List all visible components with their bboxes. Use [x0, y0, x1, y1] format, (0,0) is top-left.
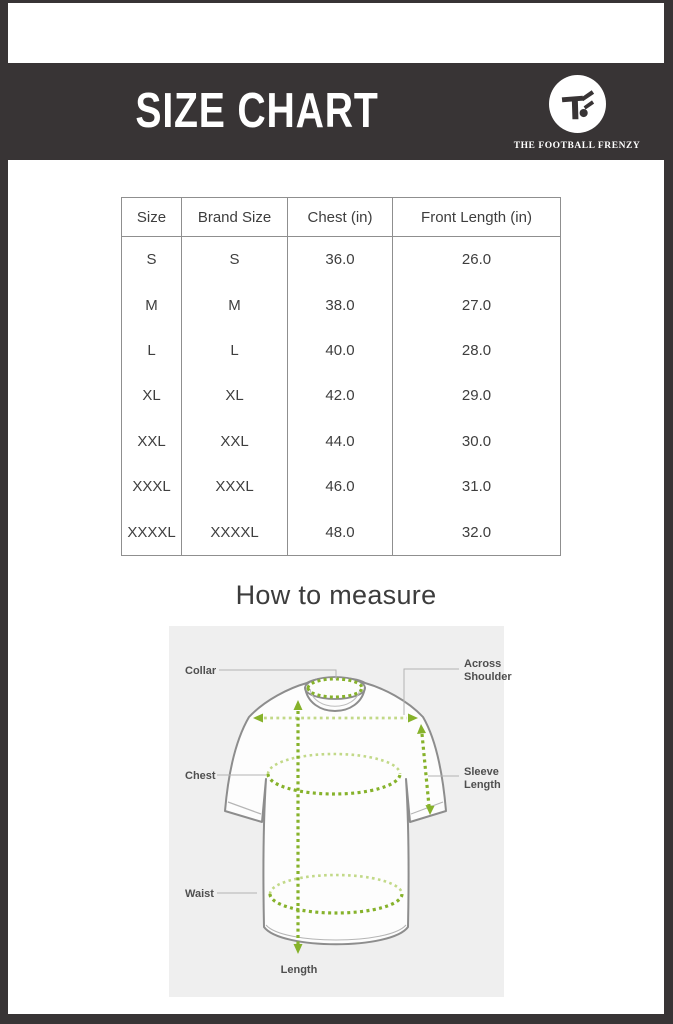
measure-diagram-panel — [169, 626, 512, 997]
cell-chest: 38.0 — [288, 282, 393, 327]
cell-brand-size: XL — [182, 373, 288, 418]
tshirt-measure-diagram-icon — [169, 626, 512, 997]
column-header-size: Size — [122, 198, 182, 237]
page-title: SIZE CHART — [135, 83, 379, 138]
cell-size: XXL — [137, 432, 166, 450]
cell-front-length: 28.0 — [393, 328, 561, 373]
cell-chest: 44.0 — [288, 419, 393, 464]
football-frenzy-monogram-icon — [549, 75, 606, 133]
sleeve-length-label-line1: Sleeve — [463, 765, 499, 778]
table-row — [122, 328, 561, 373]
cell-brand-size: XXXL — [182, 464, 288, 509]
cell-size: S — [146, 251, 157, 269]
cell-size: L — [147, 341, 156, 359]
cell-front-length: 26.0 — [393, 237, 561, 283]
cell-chest: 42.0 — [288, 373, 393, 418]
brand-name: THE FOOTBALL FRENZY — [513, 141, 641, 151]
table-row — [122, 282, 561, 327]
brand-logo — [513, 75, 641, 151]
cell-size: XXXXL — [127, 523, 176, 541]
cell-brand-size: M — [182, 282, 288, 327]
across-shoulder-label-line1: Across — [463, 657, 501, 670]
cell-size: XL — [142, 387, 161, 405]
column-header-front-length: Front Length (in) — [393, 198, 561, 237]
header-band — [8, 63, 664, 160]
length-label: Length — [280, 963, 317, 976]
cell-front-length: 27.0 — [393, 282, 561, 327]
top-white-strip — [8, 3, 664, 63]
column-header-brand-size: Brand Size — [182, 198, 288, 237]
sleeve-length-label-line2: Length — [463, 778, 501, 791]
cell-front-length: 30.0 — [393, 419, 561, 464]
table-row — [122, 509, 561, 555]
chest-label: Chest — [184, 769, 216, 782]
cell-chest: 46.0 — [288, 464, 393, 509]
cell-brand-size: L — [182, 328, 288, 373]
table-header-row — [122, 198, 561, 237]
cell-front-length: 31.0 — [393, 464, 561, 509]
cell-front-length: 32.0 — [393, 509, 561, 555]
cell-chest: 36.0 — [288, 237, 393, 283]
cell-chest: 40.0 — [288, 328, 393, 373]
main-content — [8, 197, 664, 997]
across-shoulder-label-line2: Shoulder — [463, 670, 512, 683]
table-row — [122, 237, 561, 283]
size-chart-table — [121, 197, 561, 556]
cell-brand-size: XXXXL — [182, 509, 288, 555]
table-row — [122, 464, 561, 509]
cell-size: M — [145, 296, 158, 314]
cell-size: XXXL — [132, 478, 171, 496]
cell-brand-size: S — [182, 237, 288, 283]
table-row — [122, 373, 561, 418]
cell-front-length: 29.0 — [393, 373, 561, 418]
cell-brand-size: XXL — [182, 419, 288, 464]
table-row — [122, 419, 561, 464]
waist-label: Waist — [184, 887, 214, 900]
collar-label: Collar — [184, 664, 216, 677]
how-to-measure-title: How to measure — [235, 579, 437, 610]
column-header-chest: Chest (in) — [288, 198, 393, 237]
cell-chest: 48.0 — [288, 509, 393, 555]
